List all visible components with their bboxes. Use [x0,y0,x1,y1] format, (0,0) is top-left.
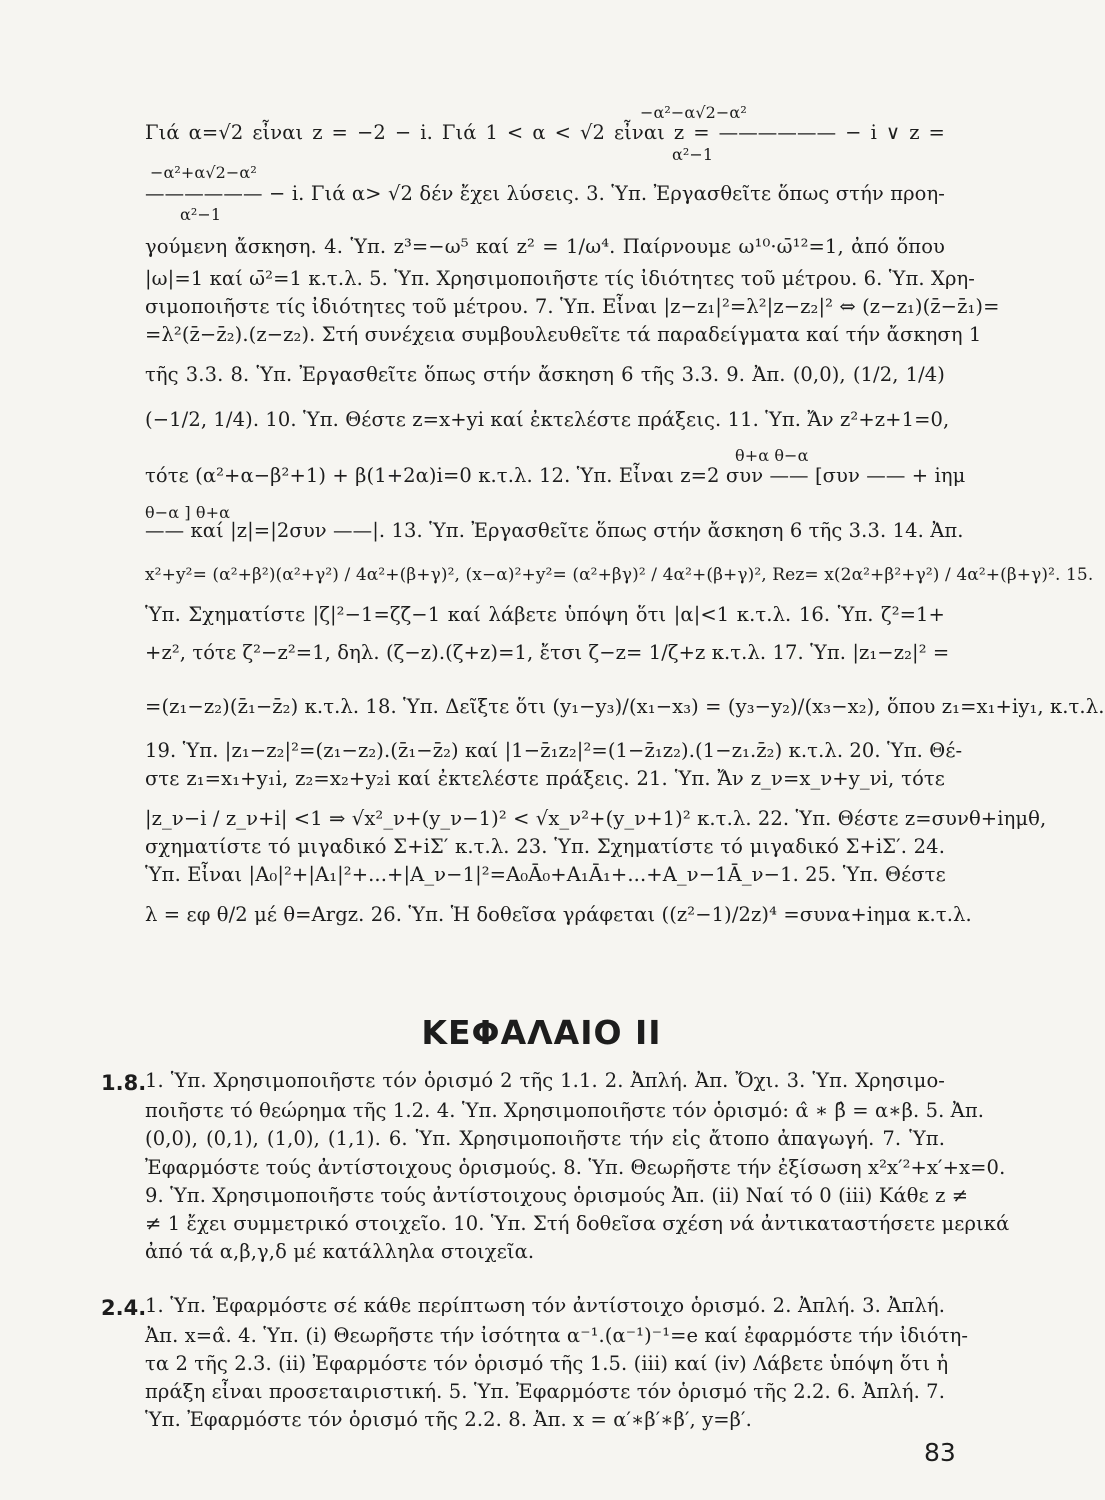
text-line: στε z₁=x₁+y₁i, z₂=x₂+y₂i καί ἐκτελέστε πράξεις. 21. Ὑπ. Ἄν z_ν=x_ν+y_νi, τότε [145,767,945,790]
text-line: ποιῆστε τό θεώρημα τῆς 1.2. 4. Ὑπ. Χρησιμοποιῆστε τόν ὁρισμό: α̂ ∗ β̂ = α∗β. 5. Ἀπ. [145,1099,985,1122]
text-line: (0,0), (0,1), (1,0), (1,1). 6. Ὑπ. Χρησιμοποιῆστε τήν εἰς ἄτοπο ἀπαγωγή. 7. Ὑπ. [145,1127,945,1150]
text-line: α²−1 [672,145,714,164]
text-line: Ὑπ. Ἐφαρμόστε τόν ὁρισμό τῆς 2.2. 8. Ἀπ. x = α′∗β′∗β′, y=β′. [145,1408,752,1431]
text-line: —— καί |z|=|2συν ——|. 13. Ὑπ. Ἐργασθεῖτε ὅπως στήν ἄσκηση 6 τῆς 3.3. 14. Ἀπ. [145,519,964,542]
text-line: x²+y²= (α²+β²)(α²+γ²) / 4α²+(β+γ)², (x−α)²+y²= (α²+βγ)² / 4α²+(β+γ)², Rez= x(2α²+β²+γ²) / 4α²+(β+γ)². 15. [145,565,1094,585]
text-line: 1. Ὑπ. Χρησιμοποιῆστε τόν ὁρισμό 2 τῆς 1.1. 2. Ἀπλή. Ἀπ. Ὄχι. 3. Ὑπ. Χρησιμο- [145,1069,945,1092]
text-line: (−1/2, 1/4). 10. Ὑπ. Θέστε z=x+yi καί ἐκτελέστε πράξεις. 11. Ὑπ. Ἄν z²+z+1=0, [145,408,950,431]
text-line: σιμοποιῆστε τίς ἰδιότητες τοῦ μέτρου. 7. Ὑπ. Εἶναι |z−z₁|²=λ²|z−z₂|² ⇔ (z−z₁)(z̄−z̄₁)= [145,295,1000,318]
text-line: πράξη εἶναι προσεταιριστική. 5. Ὑπ. Ἐφαρμόστε τόν ὁρισμό τῆς 2.2. 6. Ἀπλή. 7. [145,1380,945,1403]
text-line: —————— − i. Γιά α> √2 δέν ἔχει λύσεις. 3. Ὑπ. Ἐργασθεῖτε ὅπως στήν προη- [145,182,945,205]
chapter-title: ΚΕΦΑΛΑΙΟ II [421,1013,662,1052]
text-line: −α²−α√2−α² [640,103,747,122]
text-line: =(z₁−z₂)(z̄₁−z̄₂) κ.τ.λ. 18. Ὑπ. Δεῖξτε ὅτι (y₁−y₃)/(x₁−x₃) = (y₃−y₂)/(x₃−x₂), ὅπου z₁=x₁+iy₁, κ.τ.λ. [145,695,1105,718]
text-line: −α²+α√2−α² [150,163,257,182]
section-number: 2.4. [101,1296,147,1320]
text-line: Ἐφαρμόστε τούς ἀντίστοιχους ὁρισμούς. 8. Ὑπ. Θεωρῆστε τήν ἐξίσωση x²x′²+x′+x=0. [145,1156,1006,1179]
text-line: τῆς 3.3. 8. Ὑπ. Ἐργασθεῖτε ὅπως στήν ἄσκηση 6 τῆς 3.3. 9. Ἀπ. (0,0), (1/2, 1/4) [145,363,945,386]
text-line: τα 2 τῆς 2.3. (ii) Ἐφαρμόστε τόν ὁρισμό τῆς 1.5. (iii) καί (iv) Λάβετε ὑπόψη ὅτι ἡ [145,1352,949,1375]
text-line: λ = εφ θ/2 μέ θ=Argz. 26. Ὑπ. Ἡ δοθεῖσα γράφεται ((z²−1)/2z)⁴ =συνα+iημα κ.τ.λ. [145,903,972,926]
text-line: Γιά α=√2 εἶναι z = −2 − i. Γιά 1 < α < √2 εἶναι z = —————— − i ∨ z = [145,121,945,144]
text-line: +z², τότε ζ²−z²=1, δηλ. (ζ−z).(ζ+z)=1, ἔτσι ζ−z= 1/ζ+z κ.τ.λ. 17. Ὑπ. |z₁−z₂|² = [145,641,950,664]
text-line: τότε (α²+α−β²+1) + β(1+2α)i=0 κ.τ.λ. 12. Ὑπ. Εἶναι z=2 συν —— [συν —— + iημ [145,464,966,487]
text-line: σχηματίστε τό μιγαδικό Σ+iΣ′ κ.τ.λ. 23. Ὑπ. Σχηματίστε τό μιγαδικό Σ+iΣ′. 24. [145,835,945,858]
text-line: 9. Ὑπ. Χρησιμοποιῆστε τούς ἀντίστοιχους ὁρισμούς Ἀπ. (ii) Ναί τό 0 (iii) Κάθε z ≠ [145,1184,969,1207]
text-line: Ὑπ. Σχηματίστε |ζ|²−1=ζζ̄−1 καί λάβετε ὑπόψη ὅτι |α|<1 κ.τ.λ. 16. Ὑπ. ζ²=1+ [145,603,945,626]
text-line: ≠ 1 ἔχει συμμετρικό στοιχεῖο. 10. Ὑπ. Στή δοθεῖσα σχέση νά ἀντικαταστήσετε μερικά [145,1212,1010,1235]
text-line: θ+α θ−α [735,446,809,465]
page-number: 83 [924,1438,956,1467]
text-line: 1. Ὑπ. Ἐφαρμόστε σέ κάθε περίπτωση τόν ἀντίστοιχο ὁρισμό. 2. Ἀπλή. 3. Ἀπλή. [145,1294,945,1317]
text-line: Ἀπ. x=α̂. 4. Ὑπ. (i) Θεωρῆστε τήν ἰσότητα α⁻¹.(α⁻¹)⁻¹=e καί ἐφαρμόστε τήν ἰδιότη- [145,1324,969,1347]
text-line: ἀπό τά α,β,γ,δ μέ κατάλληλα στοιχεῖα. [145,1240,535,1263]
text-line: Ὑπ. Εἶναι |A₀|²+|A₁|²+...+|A_ν−1|²=A₀Ā₀+A₁Ā₁+...+A_ν−1Ā_ν−1. 25. Ὑπ. Θέστε [145,863,946,886]
text-line: |ω|=1 καί ω̄²=1 κ.τ.λ. 5. Ὑπ. Χρησιμοποιῆστε τίς ἰδιότητες τοῦ μέτρου. 6. Ὑπ. Χρη- [145,267,975,290]
text-line: |z_ν−i / z_ν+i| <1 ⇒ √x²_ν+(y_ν−1)² < √x_ν²+(y_ν+1)² κ.τ.λ. 22. Ὑπ. Θέστε z=συνθ+iημθ, [145,807,1047,830]
text-line: α²−1 [180,205,222,224]
section-number: 1.8. [101,1071,147,1095]
text-line: 19. Ὑπ. |z₁−z₂|²=(z₁−z₂).(z̄₁−z̄₂) καί |1−z̄₁z₂|²=(1−z̄₁z₂).(1−z₁.z̄₂) κ.τ.λ. 20. Ὑπ. Θέ- [145,739,963,762]
text-line: θ−α ] θ+α [145,503,231,522]
text-line: =λ²(z̄−z̄₂).(z−z₂). Στή συνέχεια συμβουλευθεῖτε τά παραδείγματα καί τήν ἄσκηση 1 [145,323,982,346]
text-line: γούμενη ἄσκηση. 4. Ὑπ. z³=−ω⁵ καί z² = 1/ω⁴. Παίρνουμε ω¹⁰·ω̄¹²=1, ἀπό ὅπου [145,235,945,258]
